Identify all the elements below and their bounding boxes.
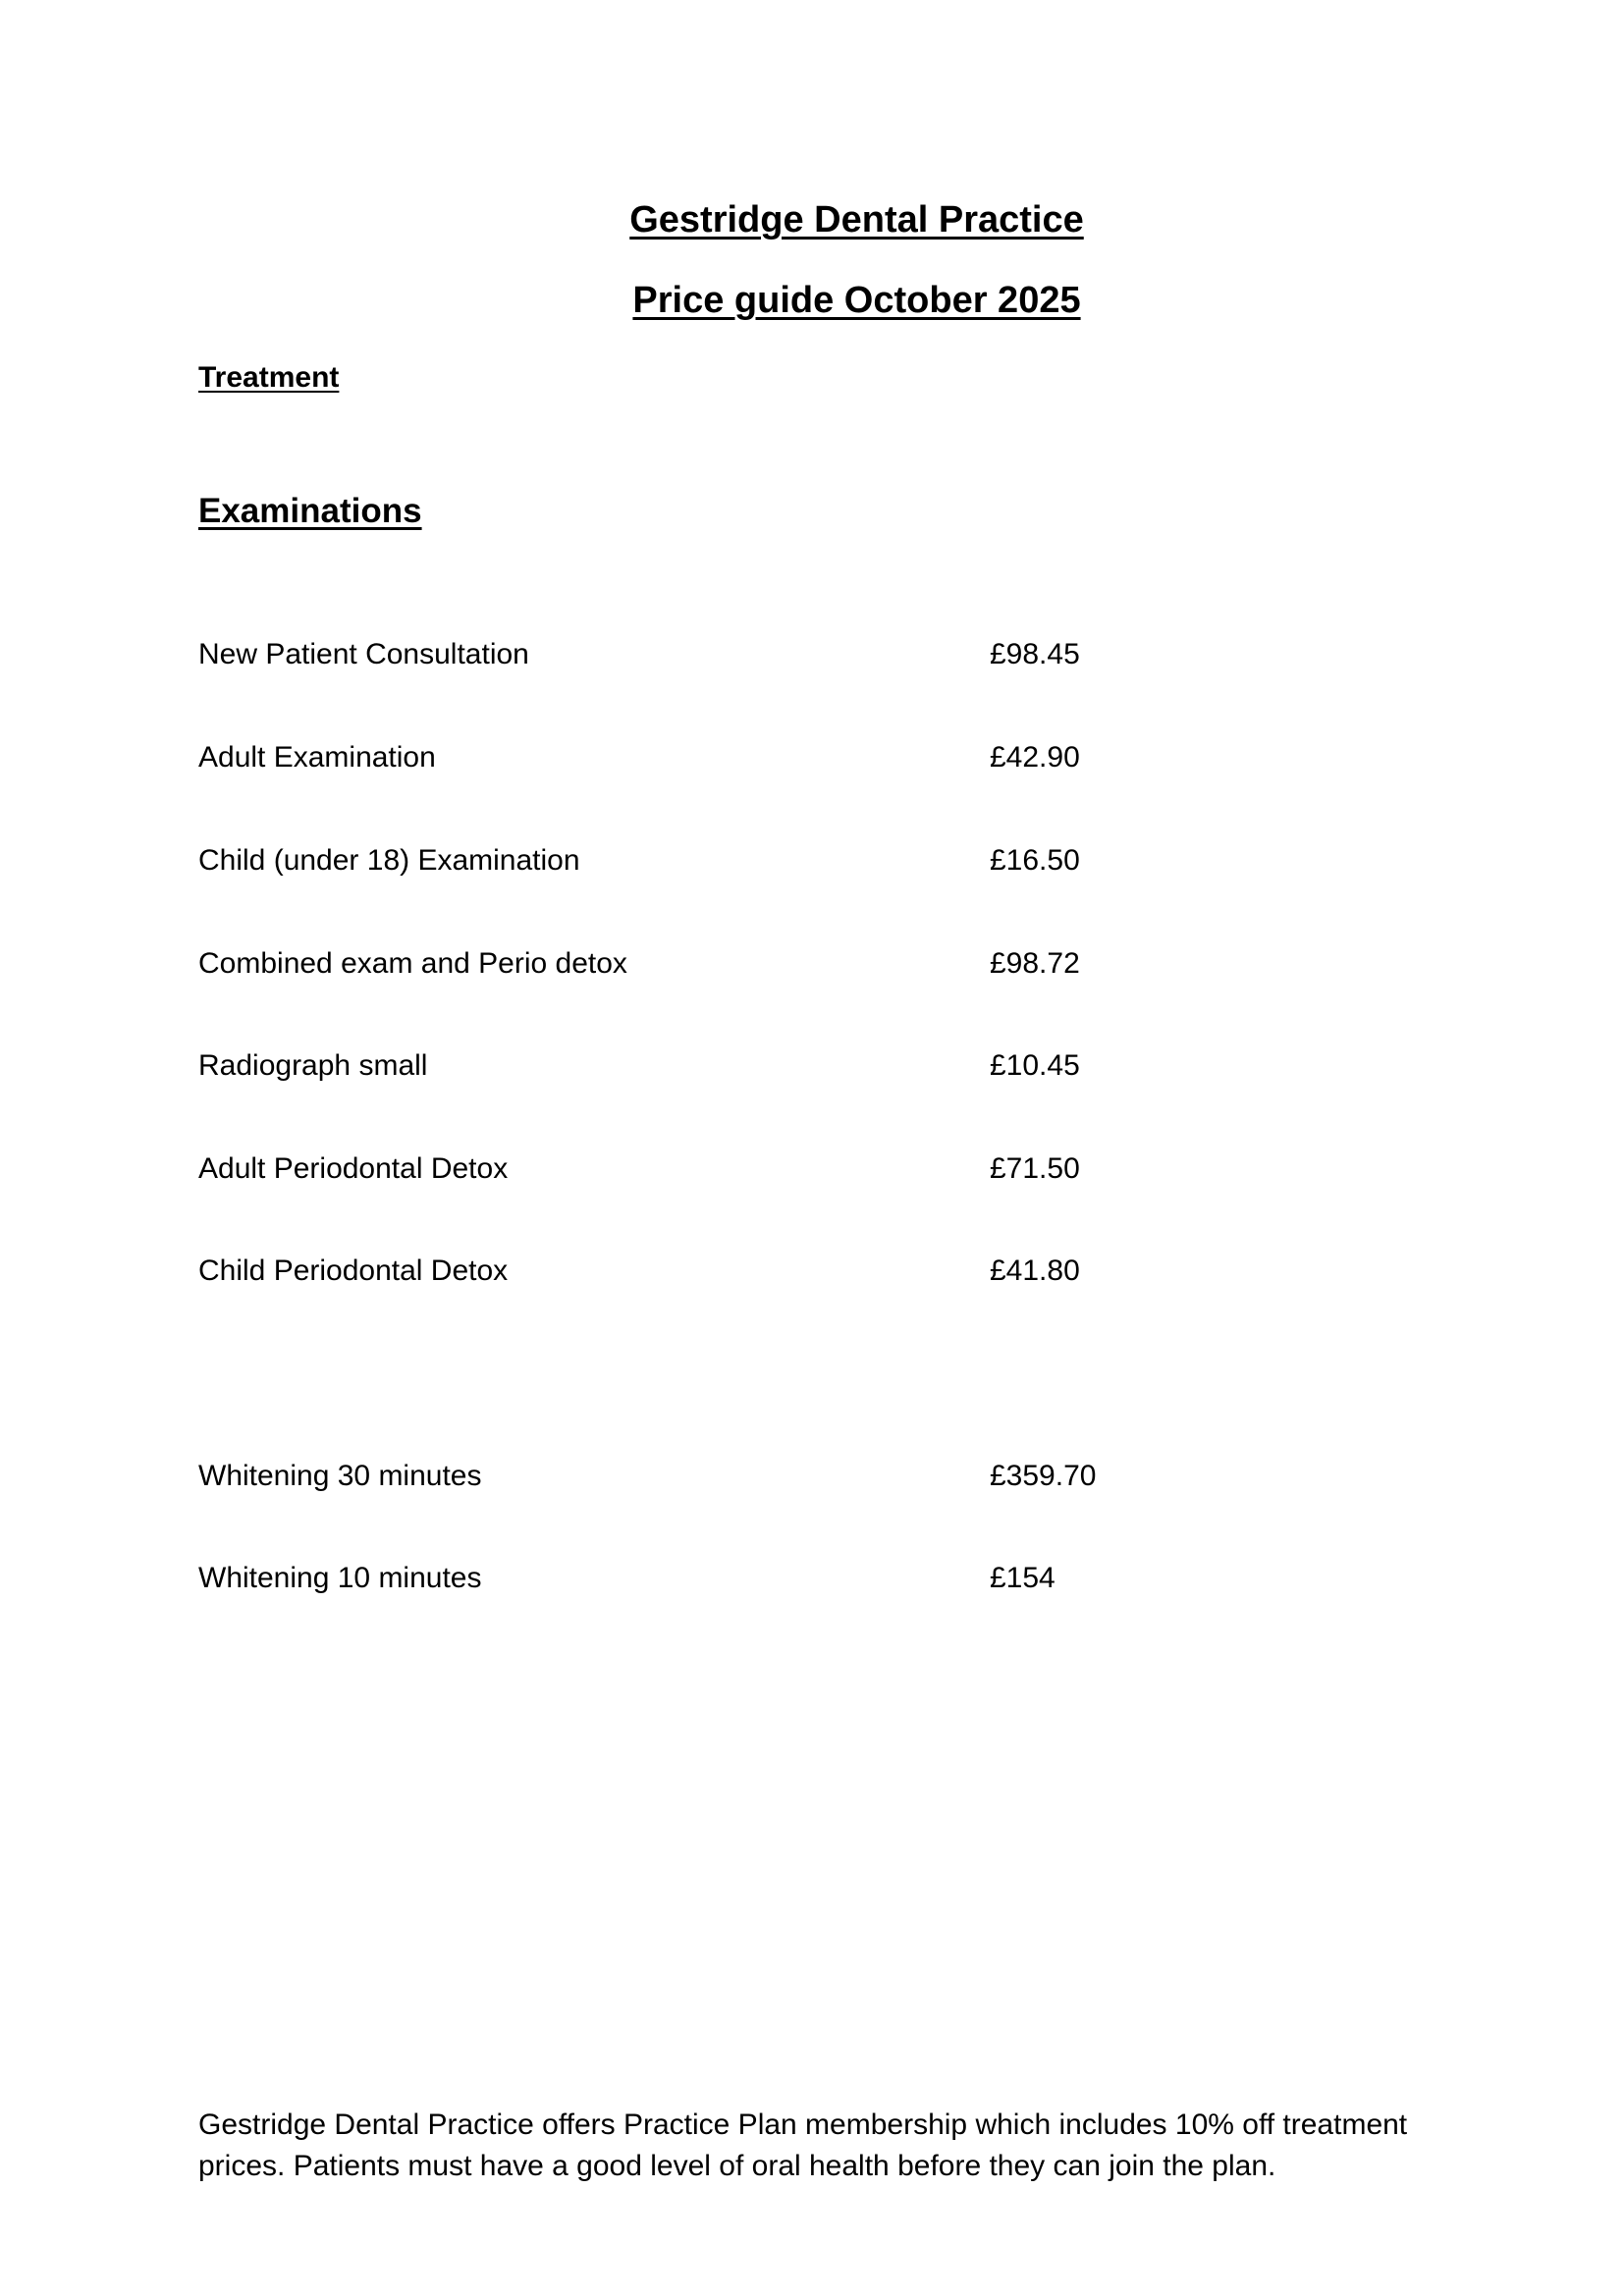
price-row	[0, 947, 1624, 987]
treatment-price: £41.80	[990, 1255, 1080, 1287]
document-title: Gestridge Dental Practice	[629, 199, 1084, 240]
treatment-price: £71.50	[990, 1152, 1080, 1185]
treatment-name: Combined exam and Perio detox	[198, 947, 627, 980]
price-row	[0, 638, 1624, 677]
treatment-name: Whitening 10 minutes	[198, 1562, 482, 1594]
treatment-name: Adult Examination	[198, 741, 436, 774]
price-row	[0, 741, 1624, 780]
examinations-heading: Examinations	[198, 492, 422, 530]
treatment-name: Child (under 18) Examination	[198, 844, 580, 877]
treatment-name: Adult Periodontal Detox	[198, 1152, 509, 1185]
treatment-price: £16.50	[990, 844, 1080, 877]
practice-plan-note: Gestridge Dental Practice offers Practice Plan membership which includes 10% off treatment prices. Patients must have a good level of oral health before they can join the plan.	[198, 2109, 1408, 2182]
treatment-name: New Patient Consultation	[198, 638, 529, 670]
treatment-heading: Treatment	[198, 361, 340, 394]
treatment-price: £98.45	[990, 638, 1080, 670]
treatment-price: £359.70	[990, 1460, 1097, 1492]
price-row	[0, 1562, 1624, 1601]
treatment-name: Whitening 30 minutes	[198, 1460, 482, 1492]
price-row	[0, 844, 1624, 883]
price-row	[0, 1460, 1624, 1499]
price-row	[0, 1255, 1624, 1294]
price-row	[0, 1152, 1624, 1192]
treatment-name: Child Periodontal Detox	[198, 1255, 509, 1287]
treatment-price: £42.90	[990, 741, 1080, 774]
treatment-price: £98.72	[990, 947, 1080, 980]
document-subtitle: Price guide October 2025	[632, 280, 1081, 321]
treatment-name: Radiograph small	[198, 1049, 428, 1082]
treatment-price: £10.45	[990, 1049, 1080, 1082]
price-row	[0, 1049, 1624, 1089]
treatment-price: £154	[990, 1562, 1056, 1594]
